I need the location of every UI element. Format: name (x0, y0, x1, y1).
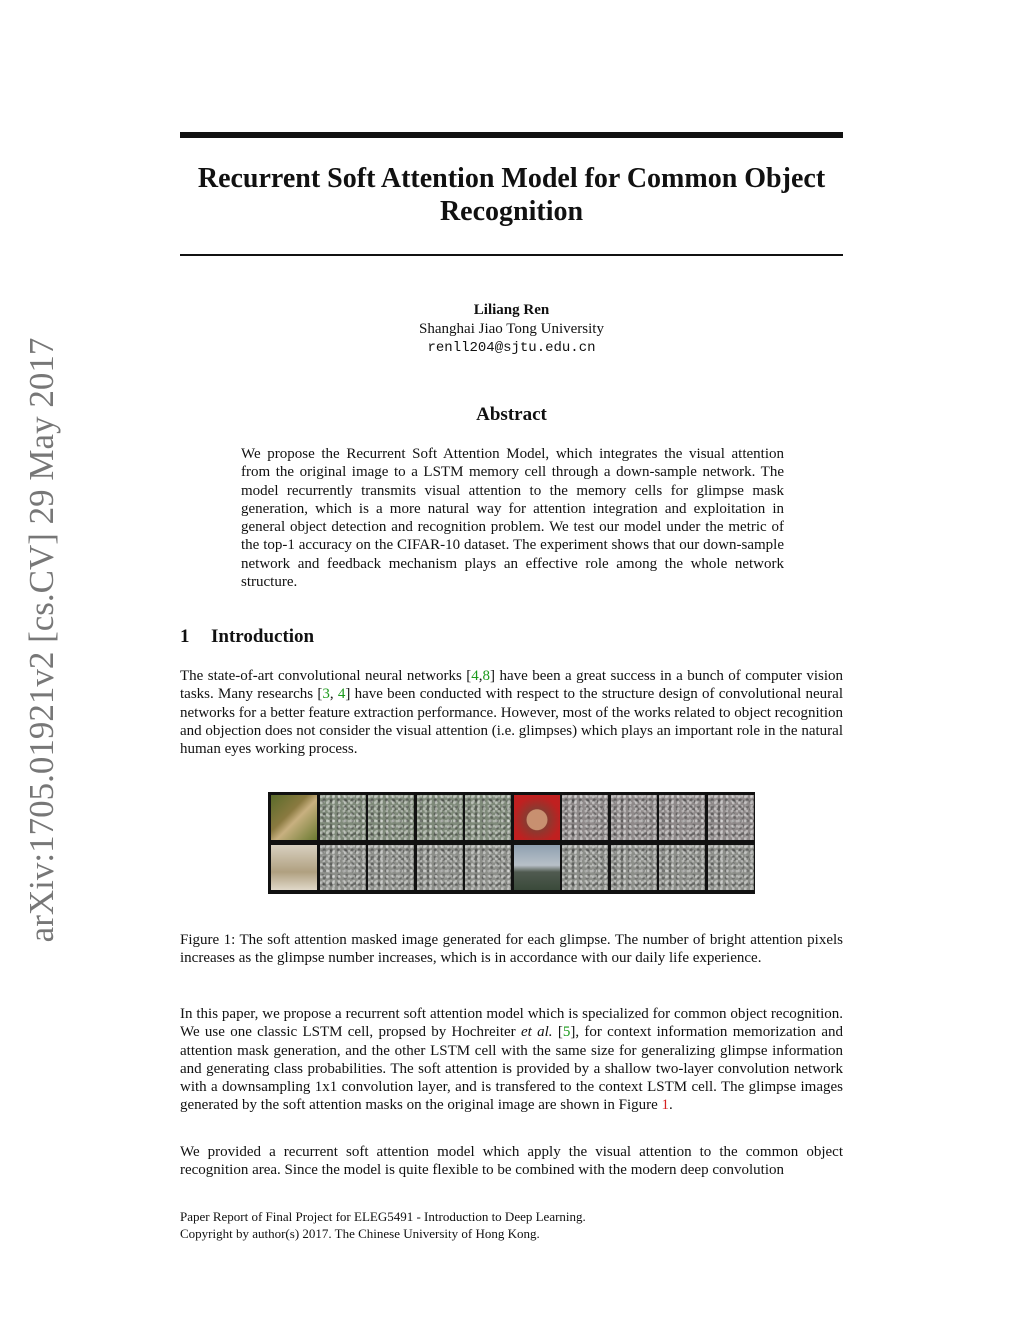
glimpse-tile (562, 795, 608, 840)
text-run: ], for context information memorization and attention mask generation, and the other LSTM cell with the same size for generalizing glimpse information and generating class probabilities. The soft attention is provided by a shallow two-layer convolution network with a downsampling 1x1 convolution layer, and is transfered to the context LSTM cell. The glimpse images generated by the soft attention masks on the original image are shown in Figure (180, 1024, 843, 1114)
title-bottom-rule (180, 254, 843, 256)
footnote (180, 1208, 586, 1242)
text-run: , (478, 668, 483, 684)
citation-link[interactable]: 8 (482, 668, 491, 684)
figure-1-caption: Figure 1: The soft attention masked image generated for each glimpse. The number of bright attention pixels increases as the glimpse number increases, which is in accordance with our daily life experience. (180, 932, 843, 967)
glimpse-tile (465, 795, 511, 840)
glimpse-tile (659, 845, 705, 890)
text-run-italic: et al. (520, 1024, 553, 1041)
glimpse-tile (271, 845, 317, 890)
glimpse-tile (514, 845, 560, 890)
glimpse-tile (271, 795, 317, 840)
citation-link[interactable]: 5 (562, 1024, 571, 1041)
glimpse-tile (659, 795, 705, 840)
section-title: Introduction (211, 626, 315, 647)
author-block (180, 301, 843, 358)
intro-paragraph-2 (180, 1005, 843, 1115)
glimpse-tile (708, 845, 754, 890)
intro-paragraph-1 (180, 667, 843, 758)
arxiv-id: arXiv:1705.01921v2 [cs.CV] 29 May 2017 (22, 337, 61, 943)
glimpse-tile (320, 795, 366, 840)
glimpse-tile (368, 795, 414, 840)
author-email: renll204@sjtu.edu.cn (427, 340, 596, 356)
section-number: 1 (180, 626, 190, 647)
glimpse-tile (417, 845, 463, 890)
abstract-heading: Abstract (476, 404, 547, 425)
text-run: In this paper, we propose a recurrent soft attention model which is specialized for common object recognition. We use one classic LSTM cell, propsed by Hochreiter (180, 1006, 843, 1041)
footnote-line-2: Copyright by author(s) 2017. The Chinese University of Hong Kong. (180, 1226, 540, 1241)
glimpse-tile (611, 795, 657, 840)
citation-link[interactable]: 3 (322, 686, 330, 703)
section-heading (180, 626, 314, 648)
text-run: ] have been conducted with respect to the structure design of convolutional neural networks for a better feature extraction performance. However, most of the works related to object recognition and objection does not consider the visual attention (i.e. glimpses) which plays an important role in the natural human eyes working process. (180, 686, 843, 758)
arxiv-sidebar-stamp (12, 337, 72, 943)
author-name: Liliang Ren (473, 302, 550, 318)
footnote-line-1: Paper Report of Final Project for ELEG5491 - Introduction to Deep Learning. (180, 1209, 586, 1224)
figure-reference-link[interactable]: 1 (661, 1097, 670, 1114)
text-run: ] have been a great success in a bunch of computer vision tasks. Many researchs [ (180, 668, 843, 703)
abstract-text: We propose the Recurrent Soft Attention Model, which integrates the visual attention from the original image to a LSTM memory cell through a down-sample network. The model recurrently transmits visual attention to the memory cells for glimpse mask generation, which is a more natural way for attention integration and exploitation in general object detection and recognition problem. We test our model under the metric of the top-1 accuracy on the CIFAR-10 dataset. The experiment shows that our down-sample network and feedback mechanism plays an effective role among the whole network structure. (241, 446, 784, 591)
author-affiliation: Shanghai Jiao Tong University (419, 321, 604, 337)
glimpse-tile (514, 795, 560, 840)
text-run: , (329, 686, 338, 703)
glimpse-tile (320, 845, 366, 890)
glimpse-tile (708, 795, 754, 840)
text-run: [ (552, 1024, 563, 1041)
figure-1-glimpse-grid (268, 792, 755, 894)
text-run: The state-of-art convolutional neural networks [ (180, 668, 472, 684)
intro-paragraph-3: We provided a recurrent soft attention model which apply the visual attention to the common object recognition area. Since the model is quite flexible to be combined with the modern deep convolution (180, 1144, 843, 1179)
text-run: . (669, 1097, 673, 1114)
glimpse-tile (611, 845, 657, 890)
glimpse-tile (465, 845, 511, 890)
citation-link[interactable]: 4 (471, 668, 479, 684)
title-top-rule (180, 132, 843, 138)
glimpse-tile (562, 845, 608, 890)
paper-title: Recurrent Soft Attention Model for Common Object Recognition (197, 163, 826, 227)
glimpse-tile (417, 795, 463, 840)
citation-link[interactable]: 4 (337, 686, 346, 703)
glimpse-tile (368, 845, 414, 890)
